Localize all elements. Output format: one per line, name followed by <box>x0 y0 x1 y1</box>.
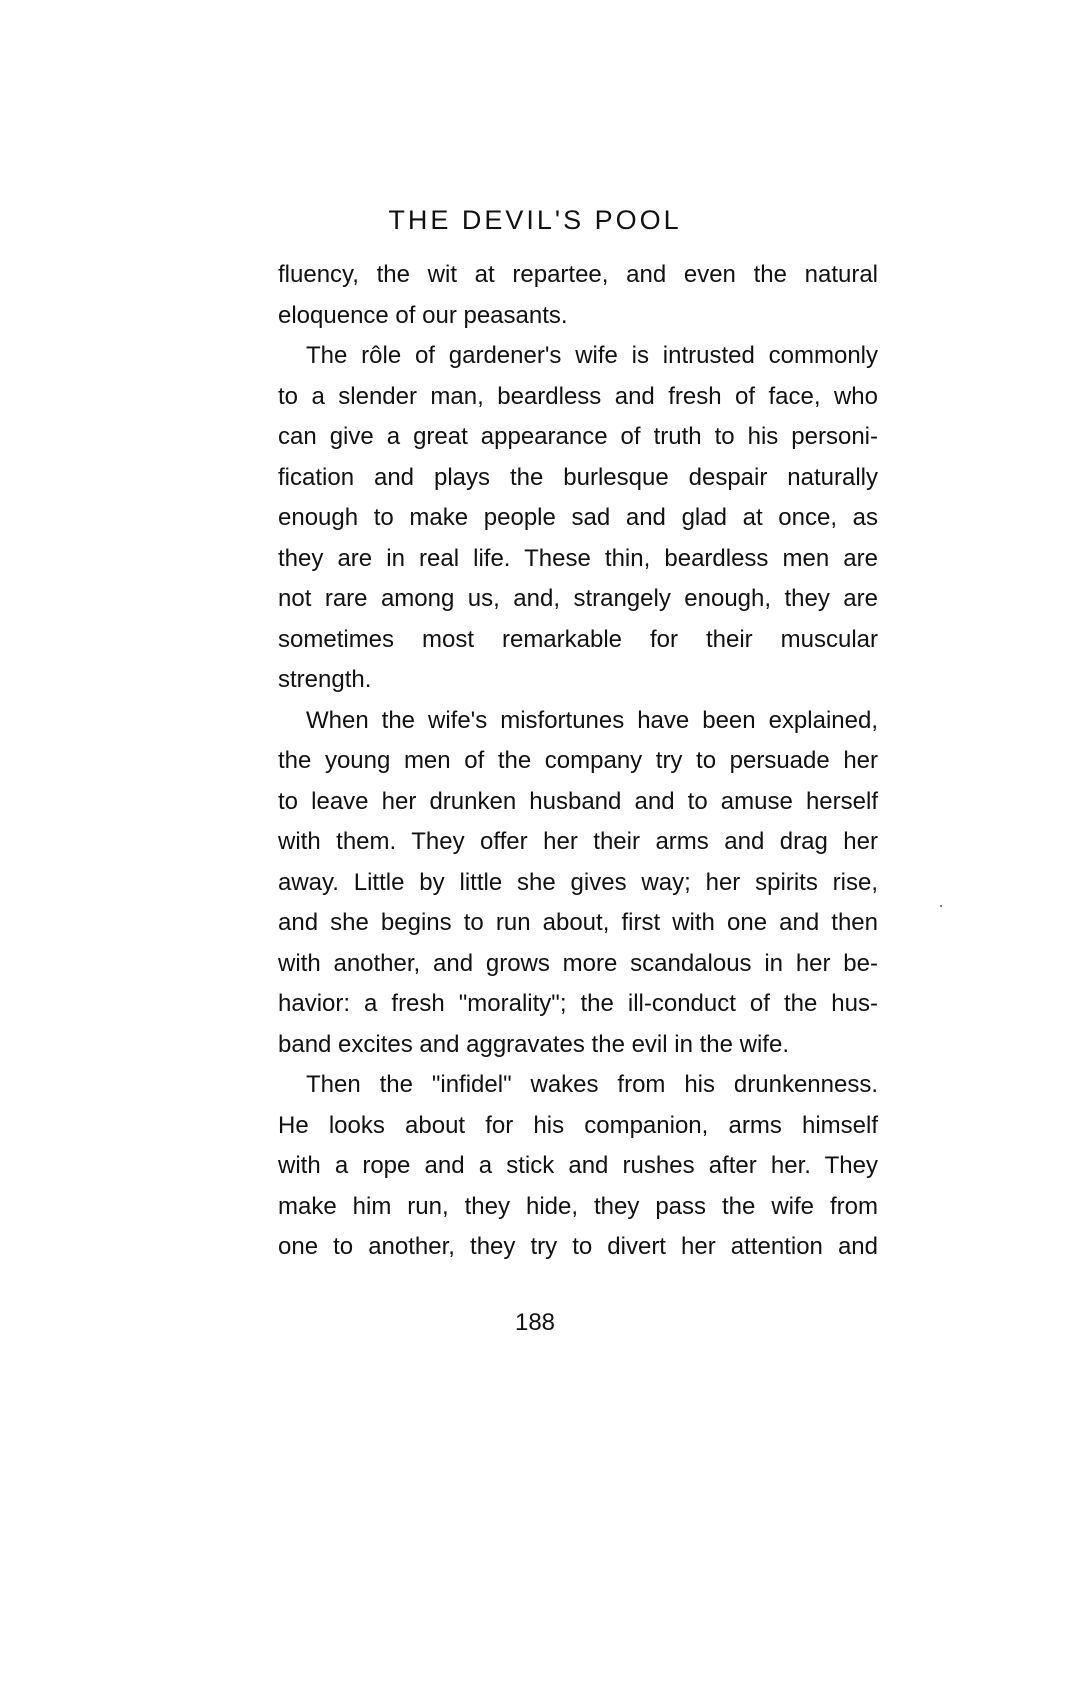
text-line: He looks about for his companion, arms himself <box>278 1111 878 1139</box>
text-line: strength. <box>278 666 372 693</box>
text-line: with another, and grows more scandalous in her be- <box>278 949 878 977</box>
text-line: they are in real life. These thin, beardless men are <box>278 544 878 572</box>
text-line: with them. They offer her their arms and drag her <box>278 828 878 855</box>
text-line: away. Little by little she gives way; her spirits rise, <box>278 868 878 896</box>
paragraph-first-line: Then the "infidel" wakes from his drunkenness. <box>306 1071 878 1098</box>
text-line: the young men of the company try to persuade her <box>278 747 878 774</box>
text-line: can give a great appearance of truth to his personi- <box>278 423 878 450</box>
paragraph-first-line: When the wife's misfortunes have been explained, <box>306 706 878 734</box>
text-line: not rare among us, and, strangely enough, they are <box>278 585 878 612</box>
text-line: fication and plays the burlesque despair naturally <box>278 463 878 491</box>
running-head: THE DEVIL'S POOL <box>388 205 682 235</box>
margin-speck <box>940 905 942 907</box>
text-line: band excites and aggravates the evil in the wife. <box>278 1030 789 1058</box>
page-number: 188 <box>514 1309 556 1336</box>
text-line: enough to make people sad and glad at once, as <box>278 504 878 531</box>
text-line: with a rope and a stick and rushes after her. They <box>278 1152 878 1179</box>
text-line: one to another, they try to divert her attention and <box>278 1233 878 1260</box>
text-line: sometimes most remarkable for their muscular <box>278 625 878 653</box>
text-line: fluency, the wit at repartee, and even the natural <box>278 261 878 288</box>
text-line: eloquence of our peasants. <box>278 301 568 329</box>
body-text <box>278 255 878 1268</box>
text-line: and she begins to run about, first with one and then <box>278 909 878 936</box>
text-line: to leave her drunken husband and to amuse herself <box>278 787 878 815</box>
text-line: make him run, they hide, they pass the wife from <box>278 1192 878 1220</box>
paragraph-first-line: The rôle of gardener's wife is intrusted commonly <box>306 342 878 369</box>
text-line: to a slender man, beardless and fresh of face, who <box>278 382 878 410</box>
text-line: havior: a fresh "morality"; the ill-conduct of the hus- <box>278 990 878 1017</box>
